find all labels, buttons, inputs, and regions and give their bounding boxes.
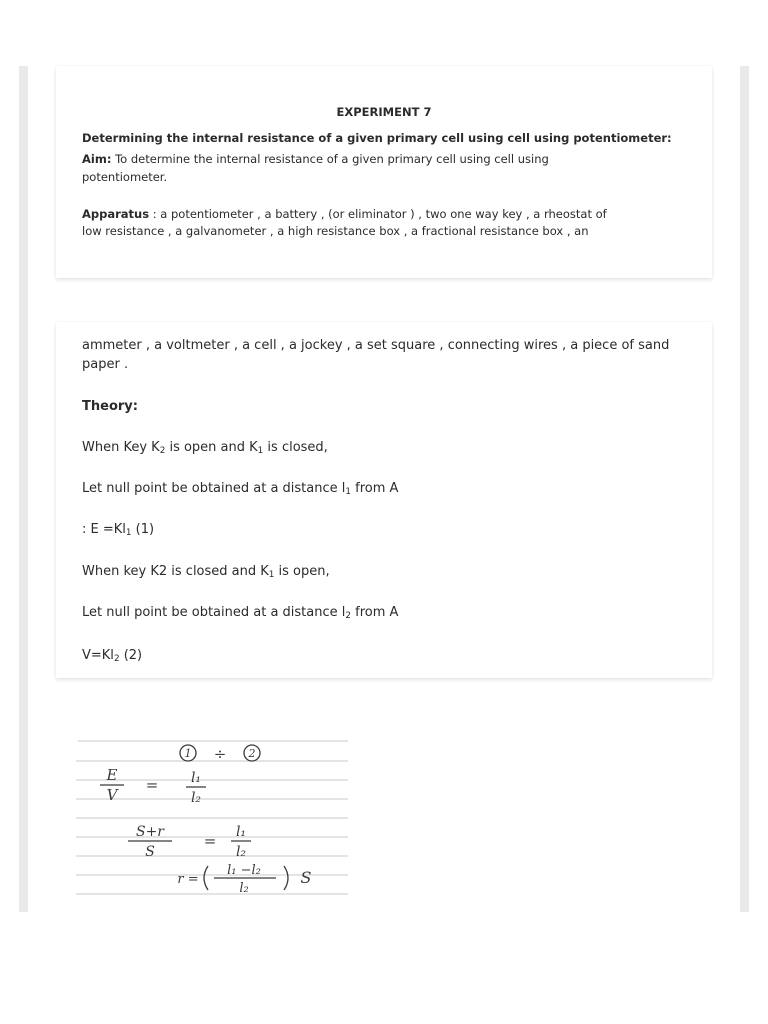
divide-sign: ÷ xyxy=(213,745,227,763)
s4-text-b: from A xyxy=(351,605,399,620)
V-denominator: V xyxy=(106,786,118,804)
theory-heading: Theory: xyxy=(82,399,138,414)
eq1-subscript: 1 xyxy=(125,528,132,538)
left-parenthesis xyxy=(204,866,208,890)
eq1-text-b: (1) xyxy=(131,522,155,537)
experiment-title: EXPERIMENT 7 xyxy=(336,104,432,119)
theory-sentence-4 xyxy=(82,603,398,626)
equation-2 xyxy=(82,646,142,669)
l1-numerator-1: l₁ xyxy=(190,770,202,786)
theory-sentence-3 xyxy=(82,562,330,585)
E-numerator: E xyxy=(106,766,118,784)
s1-subscript-1: 2 xyxy=(159,446,166,456)
aim-text: To determine the internal resistance of a given primary cell using cell using xyxy=(111,152,549,166)
s3-text-a: When key K2 is closed and K xyxy=(82,564,269,579)
r-equals: r = xyxy=(177,872,199,887)
eq2-text-b: (2) xyxy=(119,648,143,663)
s2-subscript: 1 xyxy=(345,487,351,497)
document-page-3 xyxy=(56,720,712,912)
circle-2-label: 2 xyxy=(248,747,256,760)
document-page-1 xyxy=(56,66,712,278)
page-right-rail xyxy=(740,66,749,912)
aim-line-1 xyxy=(82,150,549,168)
theory-sentence-1 xyxy=(82,438,328,461)
s-denominator: S xyxy=(145,844,155,860)
s-factor: S xyxy=(300,868,312,887)
l2-denominator-3: l₂ xyxy=(239,881,249,896)
eq2-text-a: V=Kl xyxy=(82,648,114,663)
aim-line-2: potentiometer. xyxy=(82,170,168,184)
l2-denominator-2: l₂ xyxy=(235,844,247,860)
s2-text-a: Let null point be obtained at a distance l xyxy=(82,481,346,496)
s4-text-a: Let null point be obtained at a distance l xyxy=(82,605,346,620)
apparatus-text: : a potentiometer , a battery , (or eliminator ) , two one way key , a rheostat of xyxy=(149,207,607,221)
s1-text-c: is closed, xyxy=(263,440,328,455)
s4-subscript: 2 xyxy=(345,611,351,621)
experiment-heading: Determining the internal resistance of a given primary cell using cell using potentiometer: xyxy=(82,131,672,145)
apparatus-line-2: low resistance , a galvanometer , a high resistance box , a fractional resistance box , an xyxy=(82,224,589,238)
continued-line-1: ammeter , a voltmeter , a cell , a jockey , a set square , connecting wires , a piece of sand xyxy=(82,338,670,353)
s3-text-b: is open, xyxy=(274,564,330,579)
document-page-2 xyxy=(56,322,712,678)
s1-text-a: When Key K xyxy=(82,440,160,455)
theory-sentence-2 xyxy=(82,479,398,502)
page-left-rail xyxy=(19,66,28,912)
l1-minus-l2: l₁ −l₂ xyxy=(227,863,261,878)
equation-1 xyxy=(82,520,154,543)
equals-sign-1: = xyxy=(145,776,159,794)
continued-line-2: paper . xyxy=(82,357,129,372)
eq1-text-a: : E =Kl xyxy=(82,522,126,537)
s2-text-b: from A xyxy=(351,481,399,496)
circle-1-label: 1 xyxy=(184,747,192,760)
right-parenthesis xyxy=(284,866,288,890)
handwritten-derivation xyxy=(76,738,366,908)
s1-text-b: is open and K xyxy=(165,440,258,455)
equals-sign-2: = xyxy=(203,832,217,850)
s1-subscript-2: 1 xyxy=(257,446,264,456)
apparatus-line-1 xyxy=(82,205,607,223)
s3-subscript: 1 xyxy=(268,570,275,580)
aim-label: Aim: xyxy=(82,152,112,166)
apparatus-label: Apparatus xyxy=(82,207,150,221)
s-plus-r-numerator: S+r xyxy=(135,824,165,840)
l2-denominator-1: l₂ xyxy=(190,790,202,806)
l1-numerator-2: l₁ xyxy=(235,824,247,840)
eq2-subscript: 2 xyxy=(113,654,120,664)
